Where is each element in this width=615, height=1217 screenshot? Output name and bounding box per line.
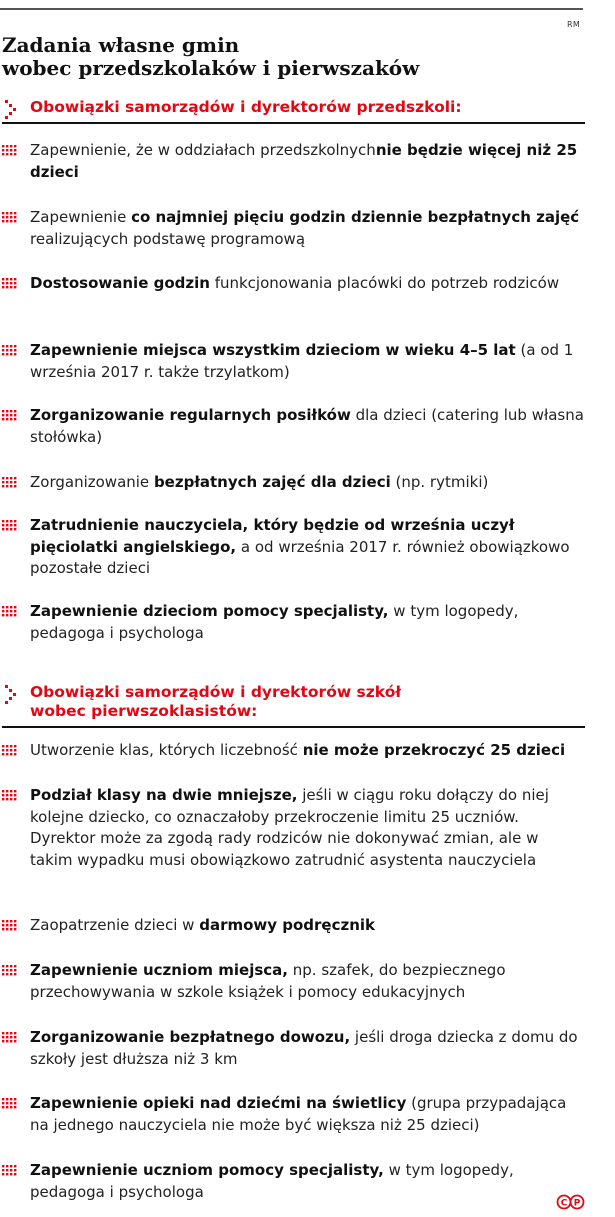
section-heading-line: Obowiązki samorządów i dyrektorów przedszkoli: xyxy=(30,98,462,116)
arrow-dots-icon xyxy=(2,683,24,705)
dot-grid-icon xyxy=(2,606,18,618)
plain-text: w tym logopedy, pedagoga i psychologa xyxy=(30,602,519,642)
emphasis-text: darmowy podręcznik xyxy=(199,916,376,934)
section-heading-line: wobec pierwszoklasistów: xyxy=(30,702,258,720)
list-item xyxy=(0,960,585,1003)
dot-grid-icon xyxy=(2,145,18,157)
list-item-text xyxy=(30,405,585,448)
emphasis-text: Zatrudnienie nauczyciela, który będzie od września uczył pięciolatki angielskiego, xyxy=(30,516,515,556)
list-item-text xyxy=(30,601,585,644)
dot-grid-icon xyxy=(2,1032,18,1044)
section-heading-text xyxy=(30,98,585,117)
emphasis-text: nie może przekroczyć 25 dzieci xyxy=(302,741,566,759)
plain-text: Utworzenie klas, których liczebność xyxy=(30,741,303,759)
list-item xyxy=(0,1027,585,1070)
plain-text: Zapewnienie xyxy=(30,208,132,226)
plain-text: funkcjonowania placówki do potrzeb rodziców xyxy=(209,274,560,292)
list-item-text xyxy=(30,472,585,494)
list-item xyxy=(0,405,585,448)
plain-text: (a od 1 września 2017 r. także trzylatkom) xyxy=(30,341,574,381)
list-item xyxy=(0,515,585,580)
section-rule xyxy=(2,122,585,124)
plain-text: w tym logopedy, pedagoga i psychologa xyxy=(30,1161,514,1201)
list-item xyxy=(0,207,585,250)
dot-grid-icon xyxy=(2,1098,18,1110)
emphasis-text: Dostosowanie godzin xyxy=(30,274,210,292)
plain-text: a od września 2017 r. również obowiązkowo pozostałe dzieci xyxy=(30,537,570,577)
title-line-1: Zadania własne gmin xyxy=(2,33,240,57)
plain-text: Zapewnienie, że w oddziałach przedszkolnych xyxy=(30,141,376,159)
list-item xyxy=(0,340,585,383)
list-item xyxy=(0,472,585,494)
list-item-text xyxy=(30,915,585,937)
plain-text: (np. rytmiki) xyxy=(390,473,489,491)
plain-text: Zaopatrzenie dzieci w xyxy=(30,916,200,934)
list-item xyxy=(0,140,585,183)
plain-text: np. szafek, do bezpiecznego przechowywania w szkole książek i pomocy edukacyjnych xyxy=(30,961,506,1001)
dot-grid-icon xyxy=(2,278,18,290)
section-rule xyxy=(2,726,585,728)
list-item-text xyxy=(30,207,585,250)
list-item-text xyxy=(30,515,585,580)
list-item-text xyxy=(30,785,585,871)
emphasis-text: co najmniej pięciu godzin dziennie bezpłatnych zajęć xyxy=(131,208,580,226)
emphasis-text: bezpłatnych zajęć dla dzieci xyxy=(153,473,391,491)
list-item-text xyxy=(30,140,585,183)
section-heading xyxy=(2,683,585,728)
emphasis-text: Podział klasy na dwie mniejsze, xyxy=(30,786,298,804)
top-rule xyxy=(0,8,583,10)
list-item xyxy=(0,1093,585,1136)
list-item xyxy=(0,273,585,295)
arrow-dots-icon xyxy=(2,98,24,120)
emphasis-text: Zapewnienie dzieciom pomocy specjalisty, xyxy=(30,602,389,620)
title-line-2: wobec przedszkolaków i pierwszaków xyxy=(2,56,420,80)
list-item-text xyxy=(30,1027,585,1070)
emphasis-text: Zorganizowanie bezpłatnego dowozu, xyxy=(30,1028,351,1046)
list-item xyxy=(0,601,585,644)
dot-grid-icon xyxy=(2,212,18,224)
section-heading-text xyxy=(30,683,585,721)
plain-text: (grupa przypadająca na jednego nauczyciela nie może być większa niż 25 dzieci) xyxy=(30,1094,567,1134)
dot-grid-icon xyxy=(2,1165,18,1177)
emphasis-text: Zapewnienie uczniom miejsca, xyxy=(30,961,288,979)
author-credit: RM xyxy=(567,20,581,29)
copyright-logo xyxy=(556,1194,586,1210)
dot-grid-icon xyxy=(2,410,18,422)
plain-text: jeśli droga dziecka z domu do szkoły jest dłuższa niż 3 km xyxy=(30,1028,578,1068)
svg-text:C: C xyxy=(560,1198,568,1209)
plain-text: jeśli w ciągu roku dołączy do niej kolejne dziecko, co oznaczałoby przekroczenie limitu 25 uczniów. Dyrektor może za zgodą rady rodziców nie dokonywać zmian, ale w takim wypadku musi obowiązkowo zatrudnić asystenta nauczyciela xyxy=(30,786,549,869)
list-item-text xyxy=(30,960,585,1003)
page-title xyxy=(2,34,562,80)
plain-text: Zorganizowanie xyxy=(30,473,154,491)
list-item-text xyxy=(30,1160,585,1203)
dot-grid-icon xyxy=(2,520,18,532)
list-item-text xyxy=(30,740,585,762)
list-item xyxy=(0,785,585,871)
section-heading xyxy=(2,98,585,124)
dot-grid-icon xyxy=(2,477,18,489)
emphasis-text: Zapewnienie miejsca wszystkim dzieciom w wieku 4–5 lat xyxy=(30,341,516,359)
list-item-text xyxy=(30,1093,585,1136)
dot-grid-icon xyxy=(2,745,18,757)
dot-grid-icon xyxy=(2,790,18,802)
plain-text: realizujących podstawę programową xyxy=(30,229,306,248)
plain-text: dla dzieci (catering lub własna stołówka) xyxy=(30,406,584,446)
list-item-text xyxy=(30,273,585,295)
emphasis-text: Zapewnienie uczniom pomocy specjalisty, xyxy=(30,1161,384,1179)
emphasis-text: Zapewnienie opieki nad dziećmi na świetlicy xyxy=(30,1094,407,1112)
emphasis-text: nie będzie więcej niż 25 dzieci xyxy=(30,141,578,181)
section-heading-line: Obowiązki samorządów i dyrektorów szkół xyxy=(30,683,402,701)
dot-grid-icon xyxy=(2,345,18,357)
list-item xyxy=(0,740,585,762)
svg-text:P: P xyxy=(573,1198,581,1209)
list-item xyxy=(0,915,585,937)
emphasis-text: Zorganizowanie regularnych posiłków xyxy=(30,406,351,424)
list-item-text xyxy=(30,340,585,383)
list-item xyxy=(0,1160,585,1203)
dot-grid-icon xyxy=(2,965,18,977)
dot-grid-icon xyxy=(2,920,18,932)
